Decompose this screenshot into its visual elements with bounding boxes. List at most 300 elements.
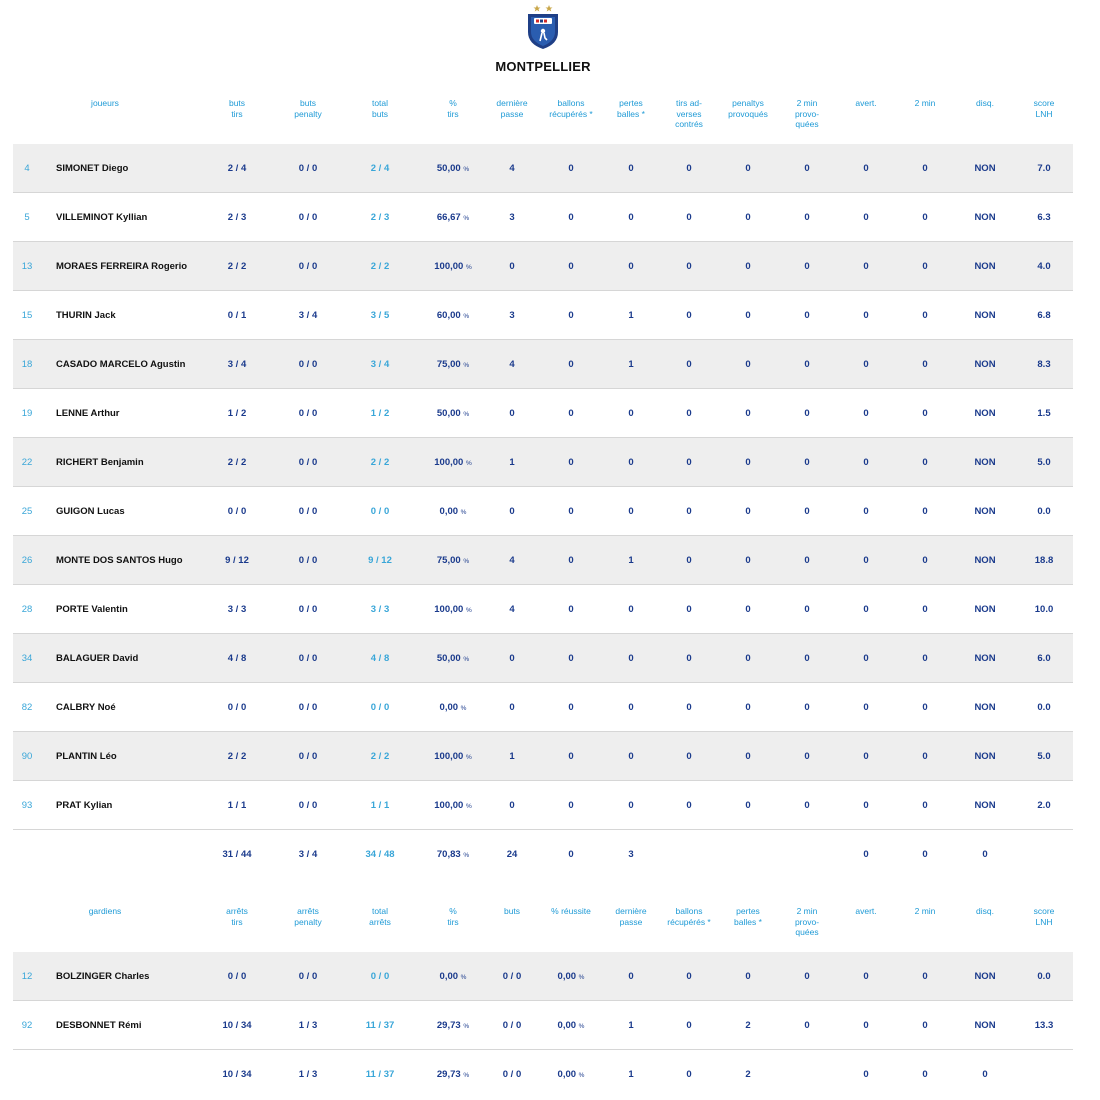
- player-row[interactable]: [13, 340, 1073, 389]
- player-stat-cell: 75,00 %: [436, 359, 470, 370]
- player-row[interactable]: [13, 634, 1073, 683]
- player-col-header[interactable]: total buts: [371, 98, 389, 119]
- goalkeeper-stat-cell: 11 / 37: [365, 1069, 395, 1080]
- player-stat-cell: 2 / 2: [227, 261, 247, 272]
- player-stat-cell: 24: [506, 849, 518, 860]
- player-stat-cell: 3 / 3: [370, 604, 390, 615]
- player-stat-cell: 0: [863, 702, 869, 713]
- jersey-number: 4: [24, 163, 30, 174]
- goalkeeper-col-header[interactable]: buts: [503, 906, 521, 916]
- goalkeeper-col-header[interactable]: 2 min provo- quées: [794, 906, 820, 937]
- player-stat-cell: 4: [509, 163, 515, 174]
- goalkeeper-stat-cell: 0,00 %: [557, 1020, 585, 1031]
- jersey-number: 26: [21, 555, 33, 566]
- player-row[interactable]: [13, 193, 1073, 242]
- player-stat-cell: 0: [922, 212, 928, 223]
- goalkeeper-col-header[interactable]: % réussite: [551, 906, 591, 916]
- player-stat-cell: 3 / 4: [370, 359, 390, 370]
- player-col-header[interactable]: score LNH: [1033, 98, 1055, 119]
- player-stat-cell: 0: [686, 506, 692, 517]
- player-stat-cell: 0: [745, 163, 751, 174]
- jersey-number: 93: [21, 800, 33, 811]
- player-stat-cell: NON: [974, 702, 996, 713]
- player-stat-cell: 0: [745, 702, 751, 713]
- player-stat-cell: 0: [745, 457, 751, 468]
- player-stat-cell: 0: [863, 212, 869, 223]
- goalkeeper-col-header[interactable]: total arrêts: [369, 906, 391, 927]
- player-stat-cell: 0: [922, 555, 928, 566]
- goalkeeper-col-header[interactable]: ballons récupérés *: [667, 906, 711, 927]
- player-stat-cell: 0 / 0: [227, 506, 247, 517]
- player-stat-cell: 0,00 %: [439, 506, 467, 517]
- player-stat-cell: 4 / 8: [227, 653, 247, 664]
- player-stat-cell: 0: [628, 506, 634, 517]
- player-stat-cell: 0: [686, 457, 692, 468]
- player-stat-cell: 0 / 0: [298, 506, 318, 517]
- jersey-number: 13: [21, 261, 33, 272]
- player-stat-cell: 0: [863, 751, 869, 762]
- player-stat-cell: 3: [509, 212, 515, 223]
- player-stat-cell: 0 / 0: [298, 408, 318, 419]
- goalkeeper-col-header[interactable]: arrêts tirs: [226, 906, 248, 927]
- player-stat-cell: 10.0: [1034, 604, 1054, 615]
- player-stat-cell: 0: [922, 457, 928, 468]
- player-name[interactable]: MONTE DOS SANTOS Hugo: [56, 555, 183, 566]
- player-name[interactable]: SIMONET Diego: [56, 163, 129, 174]
- player-stat-cell: NON: [974, 359, 996, 370]
- goalkeeper-stat-cell: 1: [628, 1020, 634, 1031]
- goalkeeper-stat-cell: 1 / 3: [298, 1069, 318, 1080]
- player-stat-cell: 4: [509, 555, 515, 566]
- player-stat-cell: 1 / 2: [227, 408, 247, 419]
- player-stat-cell: 1 / 2: [370, 408, 390, 419]
- player-stat-cell: 1: [509, 457, 515, 468]
- player-stat-cell: 0: [509, 653, 515, 664]
- jersey-number: 28: [21, 604, 33, 615]
- player-stat-cell: 0: [863, 261, 869, 272]
- jersey-number: 5: [24, 212, 30, 223]
- player-stat-cell: 0: [804, 261, 810, 272]
- player-stat-cell: 0: [804, 457, 810, 468]
- player-stat-cell: 0: [509, 408, 515, 419]
- player-col-header[interactable]: joueurs: [91, 98, 119, 108]
- player-stat-cell: 0: [686, 653, 692, 664]
- player-stat-cell: 0: [686, 261, 692, 272]
- player-stat-cell: 0 / 0: [298, 555, 318, 566]
- player-row[interactable]: [13, 585, 1073, 634]
- player-stat-cell: 31 / 44: [222, 849, 252, 860]
- goalkeeper-totals-row: [13, 1050, 1073, 1099]
- player-stat-cell: 0 / 0: [298, 261, 318, 272]
- player-stat-cell: 0,00 %: [439, 702, 467, 713]
- club-crest-icon: [526, 2, 560, 50]
- goalkeeper-stat-cell: 0,00 %: [557, 971, 585, 982]
- player-stat-cell: 0: [804, 604, 810, 615]
- player-stat-cell: 0: [568, 653, 574, 664]
- player-stat-cell: 6.3: [1037, 212, 1051, 223]
- goalkeeper-stat-cell: 0 / 0: [502, 1069, 522, 1080]
- goalkeeper-stat-cell: 13.3: [1034, 1020, 1054, 1031]
- player-stat-cell: 0: [922, 506, 928, 517]
- player-stat-cell: 1: [628, 359, 634, 370]
- player-stat-cell: 0: [922, 849, 928, 860]
- player-stat-cell: 1 / 1: [227, 800, 247, 811]
- goalkeeper-col-header[interactable]: avert.: [855, 906, 877, 916]
- player-stat-cell: 1: [509, 751, 515, 762]
- player-col-header[interactable]: dernière passe: [496, 98, 528, 119]
- player-name[interactable]: CALBRY Noé: [56, 702, 116, 713]
- player-stat-cell: 0: [745, 653, 751, 664]
- player-stat-cell: 2 / 3: [370, 212, 390, 223]
- player-stat-cell: 4: [509, 604, 515, 615]
- goalkeeper-stat-cell: 0: [628, 971, 634, 982]
- player-stat-cell: 0: [745, 800, 751, 811]
- player-stat-cell: 0: [686, 163, 692, 174]
- player-stat-cell: 0: [863, 506, 869, 517]
- goalkeeper-stat-cell: 1: [628, 1069, 634, 1080]
- player-col-header[interactable]: avert.: [855, 98, 877, 108]
- player-stat-cell: 1 / 1: [370, 800, 390, 811]
- player-stat-cell: 3: [509, 310, 515, 321]
- player-stat-cell: 0: [804, 359, 810, 370]
- player-stat-cell: 0: [568, 604, 574, 615]
- player-stat-cell: 2 / 2: [370, 751, 390, 762]
- goalkeeper-stat-cell: 0: [686, 1069, 692, 1080]
- player-stat-cell: 0: [922, 702, 928, 713]
- player-stat-cell: 0: [568, 702, 574, 713]
- goalkeeper-stat-cell: 0: [804, 1020, 810, 1031]
- player-stat-cell: 0: [686, 359, 692, 370]
- goalkeeper-stat-cell: 0 / 0: [227, 971, 247, 982]
- player-stat-cell: 1.5: [1037, 408, 1051, 419]
- player-stat-cell: 0: [628, 800, 634, 811]
- player-stat-cell: 100,00 %: [434, 261, 472, 272]
- player-stat-cell: 0 / 0: [298, 163, 318, 174]
- player-col-header[interactable]: penaltys provoqués: [728, 98, 768, 119]
- player-stat-cell: 34 / 48: [365, 849, 395, 860]
- player-stat-cell: NON: [974, 457, 996, 468]
- player-stat-cell: 3 / 4: [298, 849, 318, 860]
- player-stat-cell: 0: [804, 212, 810, 223]
- player-col-header[interactable]: buts penalty: [294, 98, 322, 119]
- player-stat-cell: 0: [628, 604, 634, 615]
- goalkeeper-stat-cell: 29,73 %: [436, 1069, 470, 1080]
- player-name[interactable]: VILLEMINOT Kyllian: [56, 212, 148, 223]
- player-stat-cell: 0: [686, 310, 692, 321]
- player-name[interactable]: LENNE Arthur: [56, 408, 120, 419]
- player-stat-cell: 0 / 0: [298, 604, 318, 615]
- player-stat-cell: 0: [628, 702, 634, 713]
- player-stat-cell: 50,00 %: [436, 163, 470, 174]
- player-stat-cell: 0: [863, 359, 869, 370]
- player-stat-cell: NON: [974, 163, 996, 174]
- player-stat-cell: 0: [745, 359, 751, 370]
- player-stat-cell: 0: [804, 751, 810, 762]
- player-stat-cell: 0 / 0: [298, 653, 318, 664]
- player-stat-cell: 0: [745, 408, 751, 419]
- player-stat-cell: NON: [974, 800, 996, 811]
- player-name[interactable]: MORAES FERREIRA Rogerio: [56, 261, 188, 272]
- goalkeeper-col-header[interactable]: disq.: [976, 906, 994, 916]
- player-totals-row: [13, 830, 1073, 879]
- player-name[interactable]: PRAT Kylian: [56, 800, 113, 811]
- player-name[interactable]: BOLZINGER Charles: [56, 971, 150, 982]
- goalkeeper-stat-cell: 10 / 34: [222, 1069, 252, 1080]
- player-stat-cell: 0 / 0: [298, 359, 318, 370]
- goalkeeper-stat-cell: 0: [863, 1020, 869, 1031]
- player-stat-cell: 3 / 4: [227, 359, 247, 370]
- player-col-header[interactable]: ballons récupérés *: [549, 98, 593, 119]
- goalkeeper-col-header[interactable]: gardiens: [88, 906, 122, 916]
- player-row[interactable]: [13, 536, 1073, 585]
- player-stat-cell: 3: [628, 849, 634, 860]
- player-stat-cell: 0: [745, 751, 751, 762]
- player-stat-cell: 0: [568, 212, 574, 223]
- player-name[interactable]: CASADO MARCELO Agustin: [56, 359, 186, 370]
- player-stat-cell: 9 / 12: [225, 555, 249, 566]
- player-stat-cell: 0: [568, 751, 574, 762]
- player-stat-cell: 0: [568, 163, 574, 174]
- goalkeeper-stat-cell: 0: [863, 1069, 869, 1080]
- player-stat-cell: 0 / 0: [298, 212, 318, 223]
- goalkeeper-col-header[interactable]: 2 min: [914, 906, 936, 916]
- player-stat-cell: 0 / 0: [298, 800, 318, 811]
- goalkeeper-stat-cell: 0: [745, 971, 751, 982]
- player-row[interactable]: [13, 389, 1073, 438]
- player-name[interactable]: THURIN Jack: [56, 310, 116, 321]
- player-stat-cell: 2 / 4: [370, 163, 390, 174]
- player-stat-cell: 0: [628, 457, 634, 468]
- player-stat-cell: 9 / 12: [368, 555, 392, 566]
- player-stat-cell: 1: [628, 310, 634, 321]
- player-stat-cell: 0: [804, 506, 810, 517]
- player-stat-cell: 2 / 2: [227, 751, 247, 762]
- player-stat-cell: 0: [568, 555, 574, 566]
- player-stat-cell: 0: [568, 359, 574, 370]
- player-stat-cell: 2 / 2: [227, 457, 247, 468]
- player-stat-cell: 0: [863, 408, 869, 419]
- player-stat-cell: 2.0: [1037, 800, 1051, 811]
- goalkeeper-stat-cell: 0 / 0: [370, 971, 390, 982]
- player-stat-cell: 50,00 %: [436, 653, 470, 664]
- jersey-number: 90: [21, 751, 33, 762]
- player-row[interactable]: [13, 487, 1073, 536]
- player-stat-cell: 0: [922, 604, 928, 615]
- player-stat-cell: 0: [804, 408, 810, 419]
- player-row[interactable]: [13, 438, 1073, 487]
- player-stat-cell: 0: [686, 212, 692, 223]
- player-name[interactable]: PORTE Valentin: [56, 604, 128, 615]
- jersey-number: 12: [21, 971, 33, 982]
- player-stat-cell: 0: [922, 163, 928, 174]
- team-title: MONTPELLIER: [495, 59, 591, 74]
- player-stat-cell: 60,00 %: [436, 310, 470, 321]
- player-stat-cell: 0: [863, 800, 869, 811]
- player-col-header[interactable]: % tirs: [447, 98, 459, 119]
- player-stat-cell: 2 / 2: [370, 457, 390, 468]
- player-stat-cell: 100,00 %: [434, 800, 472, 811]
- player-stat-cell: 0: [863, 555, 869, 566]
- player-stat-cell: 4.0: [1037, 261, 1051, 272]
- player-stat-cell: 3 / 3: [227, 604, 247, 615]
- goalkeeper-col-header[interactable]: % tirs: [447, 906, 459, 927]
- player-stat-cell: 50,00 %: [436, 408, 470, 419]
- goalkeeper-stat-cell: 0,00 %: [439, 971, 467, 982]
- player-stat-cell: 0: [745, 555, 751, 566]
- player-stat-cell: 0: [509, 261, 515, 272]
- player-stat-cell: 0: [804, 310, 810, 321]
- player-stat-cell: 0: [568, 261, 574, 272]
- goalkeeper-row[interactable]: [13, 1001, 1073, 1050]
- goalkeeper-stat-cell: 0: [922, 971, 928, 982]
- jersey-number: 22: [21, 457, 33, 468]
- player-col-header[interactable]: 2 min provo- quées: [794, 98, 820, 129]
- player-stat-cell: 0: [922, 261, 928, 272]
- player-stat-cell: 0 / 0: [298, 702, 318, 713]
- player-stat-cell: 2 / 2: [370, 261, 390, 272]
- player-stat-cell: 0.0: [1037, 506, 1051, 517]
- goalkeeper-stat-cell: 2: [745, 1069, 751, 1080]
- jersey-number: 34: [21, 653, 33, 664]
- goalkeeper-col-header[interactable]: dernière passe: [615, 906, 647, 927]
- player-stat-cell: 0: [568, 849, 574, 860]
- player-stat-cell: 0 / 0: [227, 702, 247, 713]
- player-row[interactable]: [13, 144, 1073, 193]
- player-row[interactable]: [13, 683, 1073, 732]
- player-stat-cell: 0: [745, 604, 751, 615]
- goalkeeper-stat-cell: NON: [974, 1020, 996, 1031]
- player-stat-cell: 0 / 0: [298, 751, 318, 762]
- player-stat-cell: 6.0: [1037, 653, 1051, 664]
- player-stat-cell: 0: [804, 555, 810, 566]
- player-stat-cell: 0: [686, 408, 692, 419]
- goalkeeper-stat-cell: 0,00 %: [557, 1069, 585, 1080]
- player-stat-cell: 0: [628, 212, 634, 223]
- player-stat-cell: 4: [509, 359, 515, 370]
- player-stat-cell: 4 / 8: [370, 653, 390, 664]
- player-name[interactable]: DESBONNET Rémi: [56, 1020, 142, 1031]
- player-stat-cell: 0: [745, 261, 751, 272]
- player-stat-cell: 0: [509, 800, 515, 811]
- player-stat-cell: 0: [745, 506, 751, 517]
- player-stat-cell: 0: [982, 849, 988, 860]
- player-stat-cell: 18.8: [1034, 555, 1054, 566]
- player-stat-cell: NON: [974, 653, 996, 664]
- goalkeeper-stat-cell: 0.0: [1037, 971, 1051, 982]
- player-stat-cell: 0: [745, 310, 751, 321]
- player-stat-cell: 5.0: [1037, 457, 1051, 468]
- player-stat-cell: 0: [686, 800, 692, 811]
- player-stat-cell: 2 / 3: [227, 212, 247, 223]
- jersey-number: 18: [21, 359, 33, 370]
- player-stat-cell: NON: [974, 604, 996, 615]
- player-stat-cell: 70,83 %: [436, 849, 470, 860]
- player-stat-cell: 0: [686, 751, 692, 762]
- player-stat-cell: NON: [974, 555, 996, 566]
- goalkeeper-stat-cell: NON: [974, 971, 996, 982]
- player-stat-cell: 0: [509, 506, 515, 517]
- player-col-header[interactable]: buts tirs: [228, 98, 246, 119]
- player-col-header[interactable]: disq.: [976, 98, 994, 108]
- jersey-number: 25: [21, 506, 33, 517]
- player-row[interactable]: [13, 732, 1073, 781]
- player-stat-cell: 0: [568, 457, 574, 468]
- goalkeeper-stat-cell: 0 / 0: [502, 1020, 522, 1031]
- player-stat-cell: 0: [628, 751, 634, 762]
- player-stat-cell: 75,00 %: [436, 555, 470, 566]
- player-stat-cell: 0: [804, 702, 810, 713]
- player-row[interactable]: [13, 781, 1073, 830]
- player-stat-cell: NON: [974, 751, 996, 762]
- goalkeeper-stat-cell: 2: [745, 1020, 751, 1031]
- player-stat-cell: 0 / 0: [298, 457, 318, 468]
- player-stat-cell: 0: [804, 800, 810, 811]
- goalkeeper-stat-cell: 0: [686, 1020, 692, 1031]
- player-stat-cell: 0 / 0: [370, 702, 390, 713]
- goalkeeper-col-header[interactable]: pertes balles *: [734, 906, 762, 927]
- player-stat-cell: 1: [628, 555, 634, 566]
- player-stat-cell: 0: [628, 261, 634, 272]
- player-name[interactable]: BALAGUER David: [56, 653, 139, 664]
- player-stat-cell: 0: [745, 212, 751, 223]
- player-col-header[interactable]: 2 min: [914, 98, 936, 108]
- goalkeeper-stat-cell: 0: [982, 1069, 988, 1080]
- player-stat-cell: 0: [922, 359, 928, 370]
- goalkeeper-stat-cell: 0 / 0: [298, 971, 318, 982]
- player-stat-cell: 0: [863, 163, 869, 174]
- jersey-number: 82: [21, 702, 33, 713]
- goalkeeper-stat-cell: 29,73 %: [436, 1020, 470, 1031]
- player-stat-cell: 0: [922, 653, 928, 664]
- goalkeeper-stat-cell: 1 / 3: [298, 1020, 318, 1031]
- goalkeeper-row[interactable]: [13, 952, 1073, 1001]
- goalkeeper-col-header[interactable]: score LNH: [1033, 906, 1055, 927]
- player-stat-cell: NON: [974, 261, 996, 272]
- player-stat-cell: 0: [568, 408, 574, 419]
- player-stat-cell: 0: [863, 457, 869, 468]
- player-stat-cell: 0: [863, 849, 869, 860]
- player-stat-cell: NON: [974, 310, 996, 321]
- player-row[interactable]: [13, 242, 1073, 291]
- player-stat-cell: 100,00 %: [434, 457, 472, 468]
- team-header: [0, 0, 1100, 84]
- player-stat-cell: 0: [922, 408, 928, 419]
- player-name[interactable]: PLANTIN Léo: [56, 751, 117, 762]
- player-stat-cell: 0: [628, 163, 634, 174]
- player-stat-cell: 0: [863, 604, 869, 615]
- goalkeeper-stat-cell: 11 / 37: [365, 1020, 395, 1031]
- player-name[interactable]: RICHERT Benjamin: [56, 457, 144, 468]
- player-row[interactable]: [13, 291, 1073, 340]
- jersey-number: 92: [21, 1020, 33, 1031]
- player-name[interactable]: GUIGON Lucas: [56, 506, 125, 517]
- goalkeeper-stat-cell: 0: [922, 1020, 928, 1031]
- player-stat-cell: 3 / 4: [298, 310, 318, 321]
- player-stat-cell: 0 / 0: [370, 506, 390, 517]
- player-col-header[interactable]: pertes balles *: [617, 98, 645, 119]
- player-stat-cell: 0: [922, 751, 928, 762]
- player-stat-cell: 66,67 %: [436, 212, 470, 223]
- player-stat-cell: 0: [628, 653, 634, 664]
- player-stat-cell: 0: [686, 555, 692, 566]
- player-stat-cell: NON: [974, 506, 996, 517]
- goalkeeper-col-header[interactable]: arrêts penalty: [294, 906, 322, 927]
- player-col-header[interactable]: tirs ad- verses contrés: [675, 98, 703, 129]
- player-stat-cell: 2 / 4: [227, 163, 247, 174]
- jersey-number: 15: [21, 310, 33, 321]
- player-stat-cell: 0: [863, 310, 869, 321]
- player-stat-cell: 6.8: [1037, 310, 1051, 321]
